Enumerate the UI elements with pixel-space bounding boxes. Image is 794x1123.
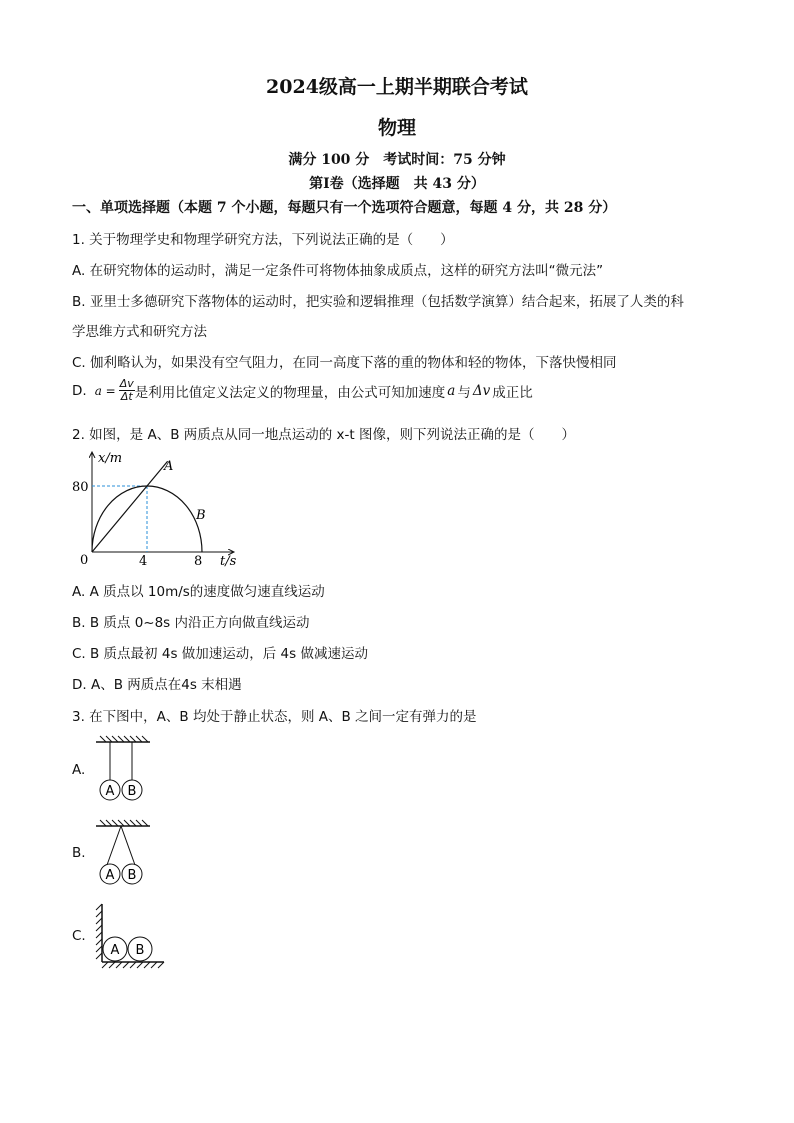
ball-a-label: A	[105, 784, 115, 799]
q1-formula-lhs: a =	[94, 383, 116, 398]
q3-option-c-figure	[94, 902, 168, 972]
q1-option-d-text3: 成正比	[492, 384, 533, 401]
q3-option-a-figure	[94, 734, 154, 806]
q2-option-d: D. A、B 两质点在4s 末相遇	[72, 677, 242, 693]
q3-stem: 3. 在下图中，A、B 均处于静止状态，则 A、B 之间一定有弹力的是	[72, 709, 477, 725]
ball-b-label: B	[127, 868, 137, 883]
exam-title: 2024级高一上期半期联合考试	[266, 76, 528, 98]
q1-formula-denominator: Δt	[120, 390, 133, 403]
q1-var-dv: Δv	[472, 382, 491, 399]
q2-stem: 2. 如图，是 A、B 两质点从同一地点运动的 x-t 图像，则下列说法正确的是（ ）	[72, 427, 575, 443]
x-tick-8: 8	[194, 554, 203, 569]
q2-option-b: B. B 质点 0~8s 内沿正方向做直线运动	[72, 615, 310, 631]
q1-formula-fraction	[119, 378, 135, 403]
x-axis-label: t/s	[220, 554, 237, 569]
xt-graph	[72, 446, 242, 571]
q1-option-d-text2: 与	[457, 384, 471, 401]
ball-a-label: A	[105, 868, 115, 883]
y-axis-label: x/m	[98, 451, 123, 466]
series-label-b: B	[196, 508, 206, 523]
origin-label: 0	[80, 553, 89, 568]
x-tick-4: 4	[139, 554, 148, 569]
q1-option-b-line1: B. 亚里士多德研究下落物体的运动时，把实验和逻辑推理（包括数学演算）结合起来，拓展了人类的科	[72, 294, 684, 310]
q1-var-a: a	[447, 382, 456, 399]
q2-option-c: C. B 质点最初 4s 做加速运动，后 4s 做减速运动	[72, 646, 368, 662]
string-b	[121, 826, 135, 865]
q3-option-b-label: B.	[72, 845, 86, 861]
q3-option-b-figure	[94, 818, 154, 890]
q3-option-c-label: C.	[72, 928, 86, 944]
q1-option-d	[72, 378, 533, 403]
string-a	[107, 826, 121, 865]
q1-option-d-label: D.	[72, 382, 87, 399]
q1-option-c: C. 伽利略认为，如果没有空气阻力，在同一高度下落的重的物体和轻的物体，下落快慢相同	[72, 355, 617, 371]
q1-formula-numerator: Δv	[119, 377, 134, 390]
q1-option-b-line2: 学思维方式和研究方法	[72, 324, 207, 340]
y-tick-80: 80	[72, 480, 89, 495]
q1-stem: 1. 关于物理学史和物理学研究方法，下列说法正确的是（ ）	[72, 232, 454, 248]
section-title: 第Ⅰ卷（选择题 共 43 分）	[309, 176, 485, 192]
q1-option-a: A. 在研究物体的运动时，满足一定条件可将物体抽象成质点，这样的研究方法叫“微元法”	[72, 263, 604, 279]
ball-b-label: B	[127, 784, 137, 799]
q3-option-a-label: A.	[72, 762, 86, 778]
ball-a-label: A	[110, 943, 120, 958]
subject-title: 物理	[377, 117, 416, 139]
exam-info: 满分 100 分 考试时间：75 分钟	[288, 152, 506, 168]
ball-b-label: B	[135, 943, 145, 958]
q2-option-a: A. A 质点以 10m/s的速度做匀速直线运动	[72, 584, 325, 600]
series-a-line	[92, 461, 168, 552]
series-label-a: A	[164, 459, 174, 474]
q1-option-d-text1: 是利用比值定义法定义的物理量，由公式可知加速度	[134, 384, 446, 401]
part-heading: 一、单项选择题（本题 7 个小题，每题只有一个选项符合题意，每题 4 分，共 28 分）	[72, 200, 617, 216]
